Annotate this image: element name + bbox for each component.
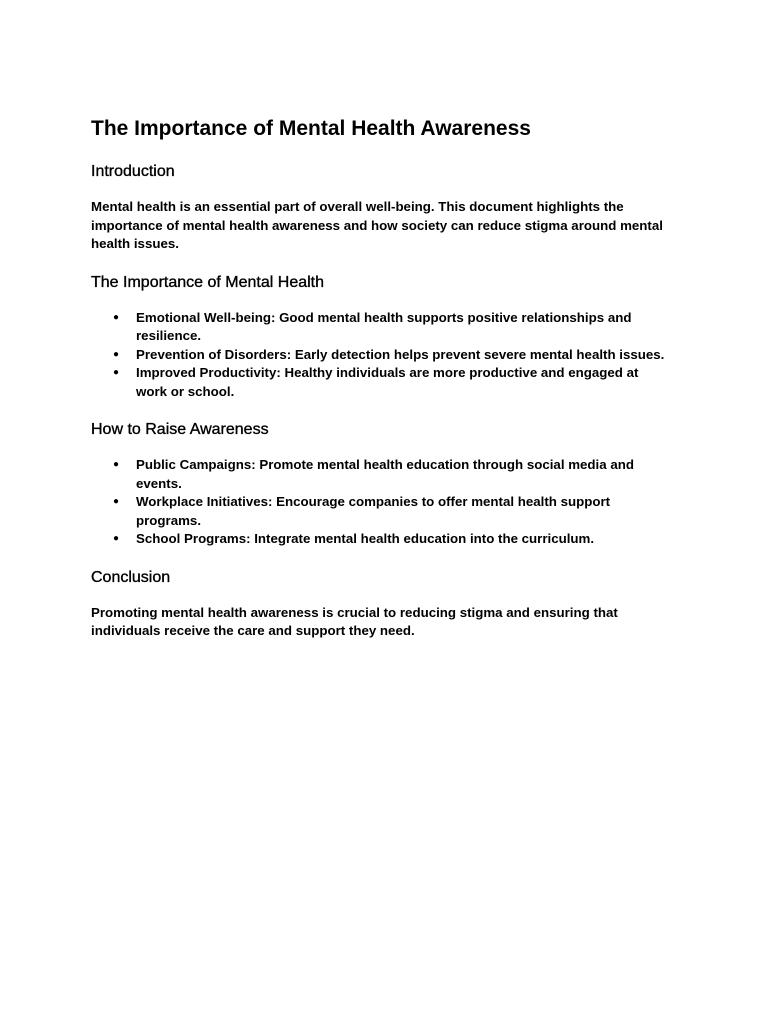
list-item-text: School Programs: Integrate mental health education into the curriculum. xyxy=(136,531,595,546)
list-item xyxy=(91,364,672,401)
introduction-heading: Introduction xyxy=(91,163,175,180)
list-item xyxy=(91,309,672,346)
list-item-text: Workplace Initiatives: Encourage companies to offer mental health support programs. xyxy=(136,494,611,528)
awareness-heading: How to Raise Awareness xyxy=(91,421,269,438)
introduction-paragraph: Mental health is an essential part of overall well-being. This document highlights the importance of mental health awareness and how society can reduce stigma around mental health issues. xyxy=(91,199,663,251)
bullet-icon: ● xyxy=(113,533,120,544)
bullet-icon: ● xyxy=(113,311,120,323)
importance-list xyxy=(91,309,672,402)
list-item-text: Emotional Well-being: Good mental health supports positive relationships and resilience. xyxy=(136,309,632,343)
list-item xyxy=(91,493,672,530)
bullet-icon: ● xyxy=(113,367,120,378)
list-item xyxy=(91,530,672,549)
list-item-text: Improved Productivity: Healthy individuals are more productive and engaged at work or school. xyxy=(136,365,639,399)
bullet-icon: ● xyxy=(113,348,120,360)
conclusion-paragraph: Promoting mental health awareness is crucial to reducing stigma and ensuring that individuals receive the care and support they need. xyxy=(91,604,618,638)
document-title: The Importance of Mental Health Awareness xyxy=(91,117,531,140)
conclusion-heading: Conclusion xyxy=(91,568,171,586)
bullet-icon: ● xyxy=(113,459,120,470)
list-item-text: Public Campaigns: Promote mental health education through social media and events. xyxy=(136,457,634,491)
list-item xyxy=(91,346,672,365)
importance-heading: The Importance of Mental Health xyxy=(91,273,325,291)
bullet-icon: ● xyxy=(113,496,120,507)
list-item-text: Prevention of Disorders: Early detection helps prevent severe mental health issues. xyxy=(136,346,665,362)
awareness-list xyxy=(91,456,672,549)
list-item xyxy=(91,456,672,493)
